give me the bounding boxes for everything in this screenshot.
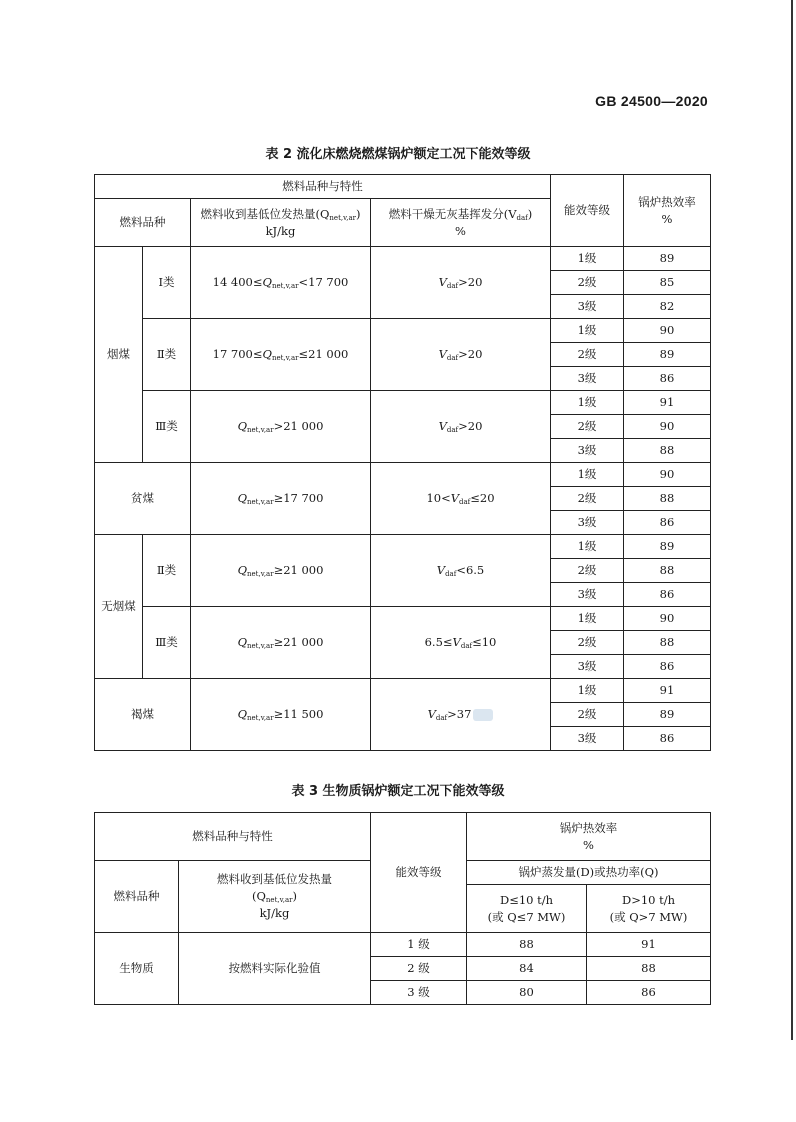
efficiency-cell: 90 xyxy=(624,415,711,439)
efficiency-cell: 91 xyxy=(624,679,711,703)
t3-header-small-capacity: D≤10 t/h (或 Q≤7 MW) xyxy=(467,885,587,933)
efficiency-cell: 91 xyxy=(587,933,711,957)
t3-header-large-capacity: D>10 t/h (或 Q>7 MW) xyxy=(587,885,711,933)
efficiency-cell: 89 xyxy=(624,247,711,271)
standard-number: GB 24500—2020 xyxy=(595,93,708,109)
efficiency-cell: 86 xyxy=(624,727,711,751)
t3-header-group: 燃料品种与特性 xyxy=(95,813,371,861)
class-2: Ⅱ类 xyxy=(143,319,191,391)
grade-cell: 2级 xyxy=(551,343,624,367)
volatile-cell: $6.5\le V_{daf}\le 10$ xyxy=(371,607,551,679)
grade-cell: 1级 xyxy=(551,391,624,415)
class-3: Ⅲ类 xyxy=(143,391,191,463)
efficiency-cell: 90 xyxy=(624,463,711,487)
grade-cell: 1级 xyxy=(551,463,624,487)
grade-cell: 3级 xyxy=(551,439,624,463)
class-3: Ⅲ类 xyxy=(143,607,191,679)
fuel-anthracite: 无烟煤 xyxy=(95,535,143,679)
efficiency-cell: 90 xyxy=(624,607,711,631)
grade-cell: 3级 xyxy=(551,727,624,751)
efficiency-cell: 80 xyxy=(467,981,587,1005)
grade-cell: 3级 xyxy=(551,583,624,607)
fuel-bituminous: 烟煤 xyxy=(95,247,143,463)
grade-cell: 1级 xyxy=(551,247,624,271)
heating-value-cell: $Q_{net,v,ar}>21$ 000 xyxy=(191,391,371,463)
efficiency-cell: 90 xyxy=(624,319,711,343)
efficiency-cell: 88 xyxy=(624,439,711,463)
efficiency-cell: 91 xyxy=(624,391,711,415)
table3-caption: 表 3 生物质锅炉额定工况下能效等级 xyxy=(291,784,505,799)
grade-cell: 2级 xyxy=(551,487,624,511)
grade-cell: 3级 xyxy=(551,367,624,391)
heating-value-cell: $Q_{net,v,ar}\ge 21$ 000 xyxy=(191,535,371,607)
efficiency-cell: 86 xyxy=(624,511,711,535)
efficiency-cell: 89 xyxy=(624,703,711,727)
grade-cell: 2级 xyxy=(551,703,624,727)
t3-header-heating-value: 燃料收到基低位发热量 $(Q_{net,v,ar})$ kJ/kg xyxy=(179,861,371,933)
grade-cell: 1级 xyxy=(551,319,624,343)
t2-header-volatile: 燃料干燥无灰基挥发分$(V_{daf})$ % xyxy=(371,199,551,247)
volatile-cell: $V_{daf}>20$ xyxy=(371,319,551,391)
grade-cell: 1 级 xyxy=(371,933,467,957)
heating-value-cell: 17 $700\le Q_{net,v,ar}\le 21$ 000 xyxy=(191,319,371,391)
heating-value-cell: 14 $400\le Q_{net,v,ar}<17$ 700 xyxy=(191,247,371,319)
grade-cell: 3级 xyxy=(551,295,624,319)
fuel-lean-coal: 贫煤 xyxy=(95,463,191,535)
grade-cell: 2级 xyxy=(551,415,624,439)
class-1: Ⅰ类 xyxy=(143,247,191,319)
grade-cell: 1级 xyxy=(551,535,624,559)
grade-cell: 2级 xyxy=(551,559,624,583)
heating-value-cell: 按燃料实际化验值 xyxy=(179,933,371,1005)
efficiency-cell: 86 xyxy=(624,583,711,607)
class-2: Ⅱ类 xyxy=(143,535,191,607)
efficiency-cell: 89 xyxy=(624,343,711,367)
efficiency-cell: 86 xyxy=(587,981,711,1005)
efficiency-cell: 88 xyxy=(624,631,711,655)
efficiency-cell: 84 xyxy=(467,957,587,981)
heating-value-cell: $Q_{net,v,ar}\ge 21$ 000 xyxy=(191,607,371,679)
t3-header-grade: 能效等级 xyxy=(371,813,467,933)
grade-cell: 3 级 xyxy=(371,981,467,1005)
t2-header-group: 燃料品种与特性 xyxy=(95,175,551,199)
grade-cell: 2级 xyxy=(551,271,624,295)
grade-cell: 2 级 xyxy=(371,957,467,981)
volatile-cell: $10<V_{daf}\le 20$ xyxy=(371,463,551,535)
efficiency-cell: 86 xyxy=(624,367,711,391)
t3-header-efficiency: 锅炉热效率 % xyxy=(467,813,711,861)
efficiency-cell: 85 xyxy=(624,271,711,295)
efficiency-cell: 88 xyxy=(624,487,711,511)
fuel-biomass: 生物质 xyxy=(95,933,179,1005)
t3-header-fuel: 燃料品种 xyxy=(95,861,179,933)
t2-header-fuel: 燃料品种 xyxy=(95,199,191,247)
heating-value-cell: $Q_{net,v,ar}\ge 11$ 500 xyxy=(191,679,371,751)
efficiency-cell: 88 xyxy=(587,957,711,981)
grade-cell: 3级 xyxy=(551,655,624,679)
grade-cell: 1级 xyxy=(551,679,624,703)
t2-header-grade: 能效等级 xyxy=(551,175,624,247)
table2 xyxy=(94,174,711,751)
table2-caption: 表 2 流化床燃烧燃煤锅炉额定工况下能效等级 xyxy=(265,147,531,162)
efficiency-cell: 86 xyxy=(624,655,711,679)
grade-cell: 3级 xyxy=(551,511,624,535)
efficiency-cell: 88 xyxy=(624,559,711,583)
grade-cell: 2级 xyxy=(551,631,624,655)
efficiency-cell: 82 xyxy=(624,295,711,319)
volatile-cell: $V_{daf}>37$ xyxy=(371,679,551,751)
t3-header-steam: 锅炉蒸发量(D)或热功率(Q) xyxy=(467,861,711,885)
grade-cell: 1级 xyxy=(551,607,624,631)
heating-value-cell: $Q_{net,v,ar}\ge 17$ 700 xyxy=(191,463,371,535)
watermark-stamp xyxy=(473,709,493,721)
volatile-cell: $V_{daf}>20$ xyxy=(371,391,551,463)
t2-header-heating-value: 燃料收到基低位发热量$(Q_{net,v,ar})$ kJ/kg xyxy=(191,199,371,247)
efficiency-cell: 89 xyxy=(624,535,711,559)
fuel-lignite: 褐煤 xyxy=(95,679,191,751)
efficiency-cell: 88 xyxy=(467,933,587,957)
t2-header-efficiency: 锅炉热效率 % xyxy=(624,175,711,247)
table3 xyxy=(94,812,711,1005)
volatile-cell: $V_{daf}>20$ xyxy=(371,247,551,319)
volatile-cell: $V_{daf}<6.5$ xyxy=(371,535,551,607)
